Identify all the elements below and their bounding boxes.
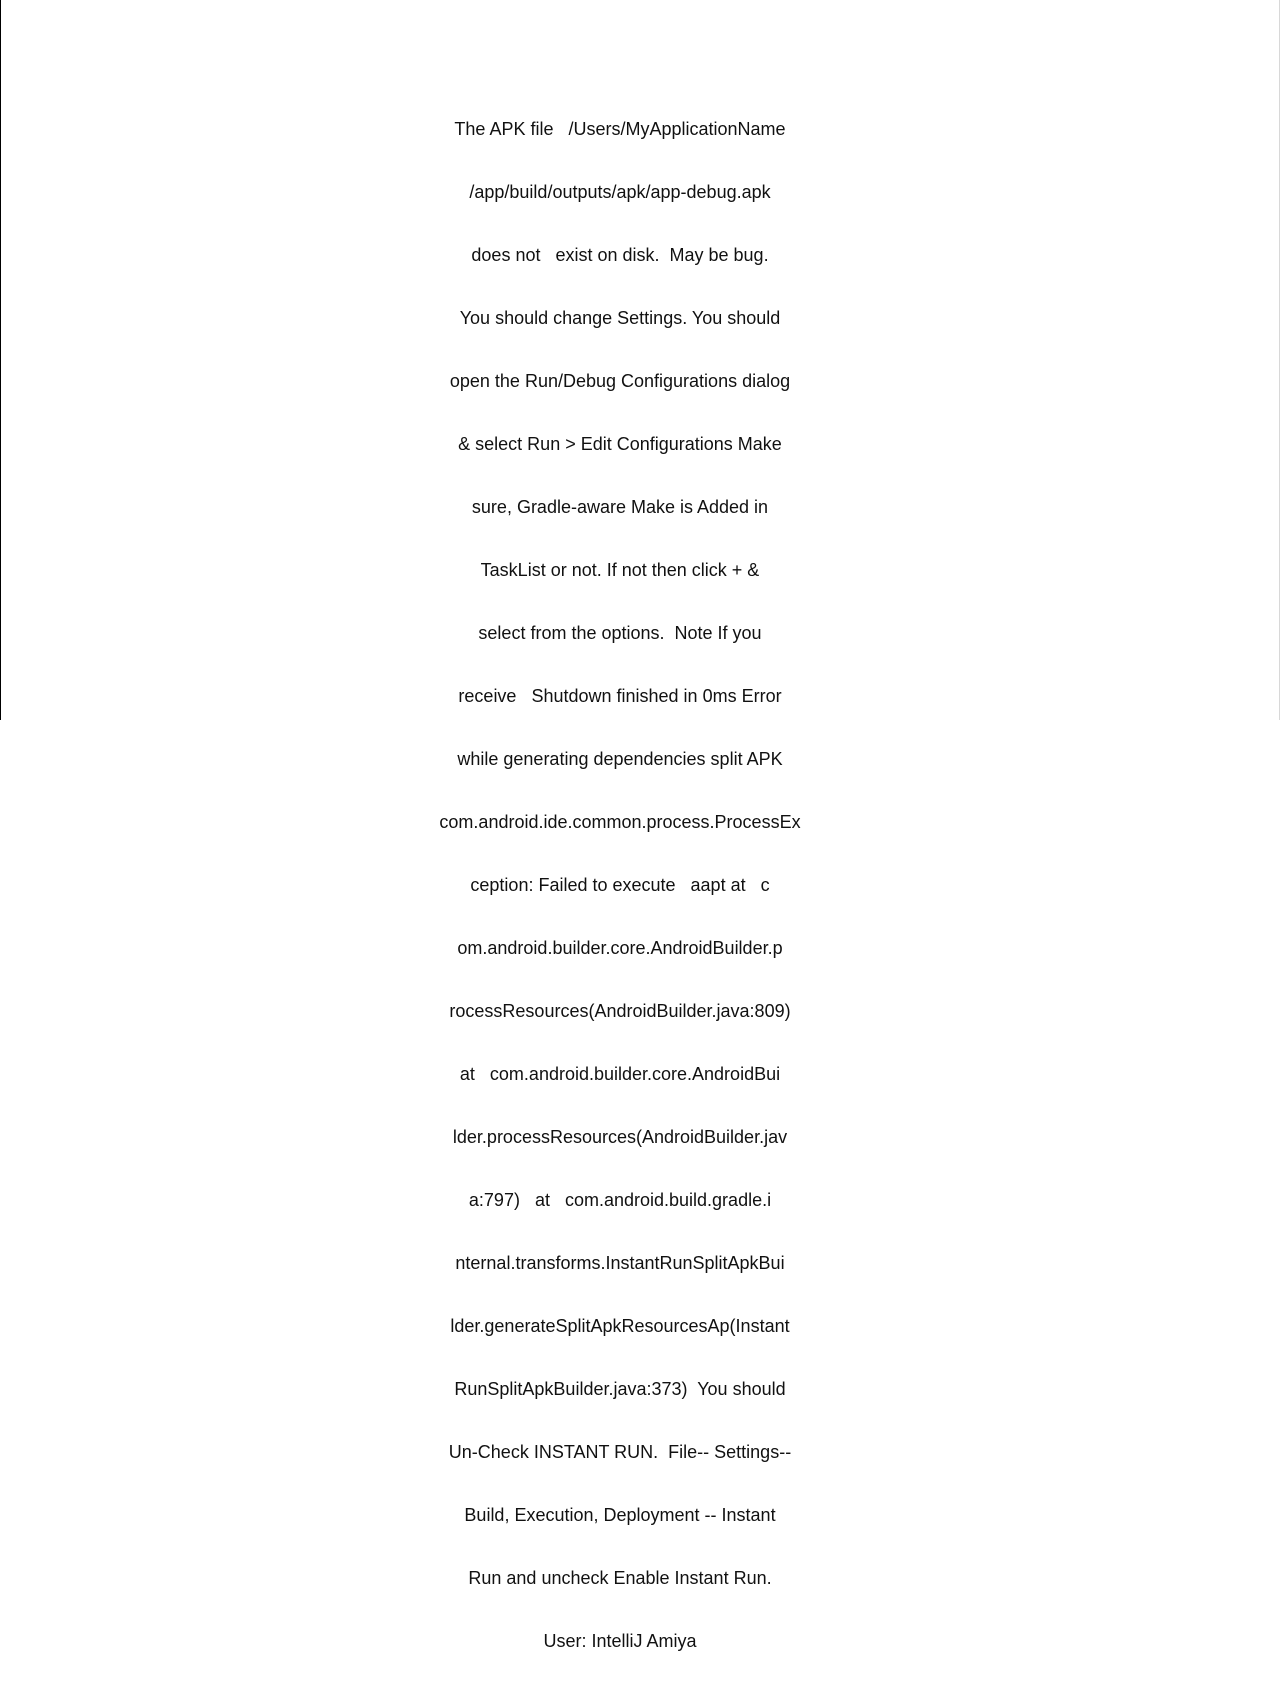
text-line: rocessResources(AndroidBuilder.java:809) [449,1001,791,1021]
text-line: nternal.transforms.InstantRunSplitApkBui [455,1253,785,1273]
text-line: while generating dependencies split APK [457,749,783,769]
text-line: com.android.ide.common.process.ProcessEx [439,812,801,832]
text-line: RunSplitApkBuilder.java:373) You should [454,1379,786,1399]
text-line: does not exist on disk. May be bug. [471,245,769,265]
text-line: /app/build/outputs/apk/app-debug.apk [469,182,771,202]
text-line: om.android.builder.core.AndroidBuilder.p [457,938,783,958]
text-line: lder.generateSplitApkResourcesAp(Instant [450,1316,790,1336]
text-line: receive Shutdown finished in 0ms Error [458,686,782,706]
text-line: ception: Failed to execute aapt at c [470,875,770,895]
text-line: at com.android.builder.core.AndroidBui [459,1064,781,1084]
text-line: Un-Check INSTANT RUN. File-- Settings-- [448,1442,792,1462]
author-line: User: IntelliJ Amiya [543,1631,697,1651]
text-line: select from the options. Note If you [478,623,762,643]
text-line: Build, Execution, Deployment -- Instant [464,1505,776,1525]
text-line: Run and uncheck Enable Instant Run. [468,1568,772,1588]
text-line: lder.processResources(AndroidBuilder.jav [452,1127,788,1147]
text-line: TaskList or not. If not then click + & [480,560,760,580]
text-line: a:797) at com.android.build.gradle.i [468,1190,772,1210]
text-line: sure, Gradle-aware Make is Added in [471,497,769,517]
text-line: & select Run > Edit Configurations Make [458,434,782,454]
text-line: You should change Settings. You should [459,308,781,328]
text-line: open the Run/Debug Configurations dialog [449,371,791,391]
text-line: The APK file /Users/MyApplicationName [454,119,786,139]
answer-text-block [0,77,1240,1694]
